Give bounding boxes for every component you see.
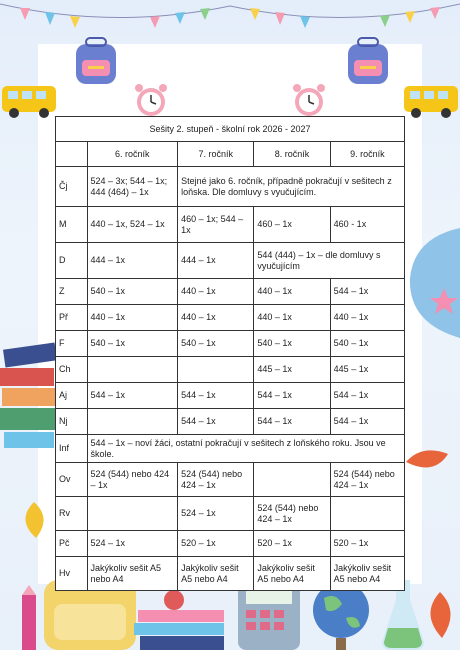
calculator-icon — [236, 582, 302, 650]
backpack-icon — [404, 228, 460, 338]
backpack-icon — [342, 36, 394, 88]
table-row — [56, 383, 405, 409]
table-row — [56, 435, 405, 463]
table-cell: 540 – 1x — [254, 331, 330, 357]
subject-cell: D — [56, 243, 88, 279]
table-row — [56, 357, 405, 383]
table-row — [56, 243, 405, 279]
table-cell — [87, 357, 178, 383]
table-cell: Jakýkoliv sešit A5 nebo A4 — [87, 557, 178, 591]
autumn-leaf-icon — [16, 500, 52, 540]
subject-cell: F — [56, 331, 88, 357]
subject-cell: Rv — [56, 497, 88, 531]
table-cell: 540 – 1x — [178, 331, 254, 357]
table-cell: 544 (444) – 1x – dle domluvy s vyučujícím — [254, 243, 405, 279]
header-cell: 7. ročník — [178, 142, 254, 167]
table-cell: 544 – 1x — [254, 383, 330, 409]
table-cell: 544 – 1x — [178, 383, 254, 409]
table-cell: 544 – 1x – noví žáci, ostatní pokračují v sešitech z loňského roku. Jsou ve škole. — [87, 435, 404, 463]
books-stack-icon — [134, 590, 230, 650]
subject-cell: Z — [56, 279, 88, 305]
table-cell: 524 (544) nebo 424 – 1x — [178, 463, 254, 497]
table-cell: Stejné jako 6. ročník, případně pokračují v sešitech z loňska. Dle domluvy s vyučujícím. — [178, 167, 405, 207]
table-cell: 520 – 1x — [178, 531, 254, 557]
table-cell: 444 – 1x — [87, 243, 178, 279]
header-cell: 6. ročník — [87, 142, 178, 167]
table-header-row — [56, 142, 405, 167]
subject-cell: Nj — [56, 409, 88, 435]
table-cell: 520 – 1x — [330, 531, 404, 557]
table-row — [56, 497, 405, 531]
alarm-clock-icon — [132, 82, 170, 118]
subject-cell: Hv — [56, 557, 88, 591]
table-cell: 524 – 3x; 544 – 1x; 444 (464) – 1x — [87, 167, 178, 207]
school-bus-icon — [400, 80, 460, 120]
table-row — [56, 463, 405, 497]
table-cell: 460 - 1x — [330, 207, 404, 243]
autumn-leaf-icon — [404, 444, 450, 478]
table-cell: 540 – 1x — [87, 331, 178, 357]
table-cell: 460 – 1x; 544 – 1x — [178, 207, 254, 243]
table-cell: 520 – 1x — [254, 531, 330, 557]
table-cell: 544 – 1x — [330, 279, 404, 305]
table-cell: 540 – 1x — [87, 279, 178, 305]
table-cell: 524 (544) nebo 424 – 1x — [330, 463, 404, 497]
table-cell: 544 – 1x — [178, 409, 254, 435]
table-cell: 524 – 1x — [178, 497, 254, 531]
table-row — [56, 207, 405, 243]
notebook-schedule-table — [55, 116, 405, 591]
table-cell: 440 – 1x — [178, 279, 254, 305]
table-cell: 544 – 1x — [254, 409, 330, 435]
books-stack-icon — [0, 340, 58, 450]
backpack-icon — [70, 36, 122, 88]
header-cell: 9. ročník — [330, 142, 404, 167]
table-cell: 440 – 1x — [330, 305, 404, 331]
subject-cell: Ch — [56, 357, 88, 383]
subject-cell: Ov — [56, 463, 88, 497]
subject-cell: Aj — [56, 383, 88, 409]
table-cell: 445 – 1x — [254, 357, 330, 383]
table-cell: 540 – 1x — [330, 331, 404, 357]
table-cell: 440 – 1x — [254, 279, 330, 305]
subject-cell: Př — [56, 305, 88, 331]
table-cell: 440 – 1x — [178, 305, 254, 331]
subject-cell: Pč — [56, 531, 88, 557]
table-title-row — [56, 117, 405, 142]
table-row — [56, 331, 405, 357]
table-cell: 444 – 1x — [178, 243, 254, 279]
table-cell: 544 – 1x — [87, 383, 178, 409]
header-cell — [56, 142, 88, 167]
table-row — [56, 305, 405, 331]
table-title: Sešity 2. stupeň - školní rok 2026 - 2027 — [56, 117, 405, 142]
table-cell: 544 – 1x — [330, 409, 404, 435]
subject-cell: Čj — [56, 167, 88, 207]
table-cell: 440 – 1x — [254, 305, 330, 331]
table-cell: 524 (544) nebo 424 – 1x — [87, 463, 178, 497]
table-cell — [330, 497, 404, 531]
table-cell: 524 (544) nebo 424 – 1x — [254, 497, 330, 531]
table-cell: Jakýkoliv sešit A5 nebo A4 — [178, 557, 254, 591]
table-cell: 544 – 1x — [330, 383, 404, 409]
school-bus-icon — [0, 80, 60, 120]
table-cell — [87, 409, 178, 435]
table-row — [56, 167, 405, 207]
table-cell — [178, 357, 254, 383]
table-cell: 460 – 1x — [254, 207, 330, 243]
table-cell — [87, 497, 178, 531]
subject-cell: Inf — [56, 435, 88, 463]
header-cell: 8. ročník — [254, 142, 330, 167]
table-row — [56, 279, 405, 305]
table-cell: 440 – 1x — [87, 305, 178, 331]
table-cell: 440 – 1x, 524 – 1x — [87, 207, 178, 243]
table-cell: Jakýkoliv sešit A5 nebo A4 — [254, 557, 330, 591]
table-cell — [254, 463, 330, 497]
bunting-icon — [0, 0, 460, 40]
alarm-clock-icon — [290, 82, 328, 118]
table-row — [56, 409, 405, 435]
table-row — [56, 531, 405, 557]
table-cell: 445 – 1x — [330, 357, 404, 383]
subject-cell: M — [56, 207, 88, 243]
table-cell: Jakýkoliv sešit A5 nebo A4 — [330, 557, 404, 591]
table-row — [56, 557, 405, 591]
table-cell: 524 – 1x — [87, 531, 178, 557]
